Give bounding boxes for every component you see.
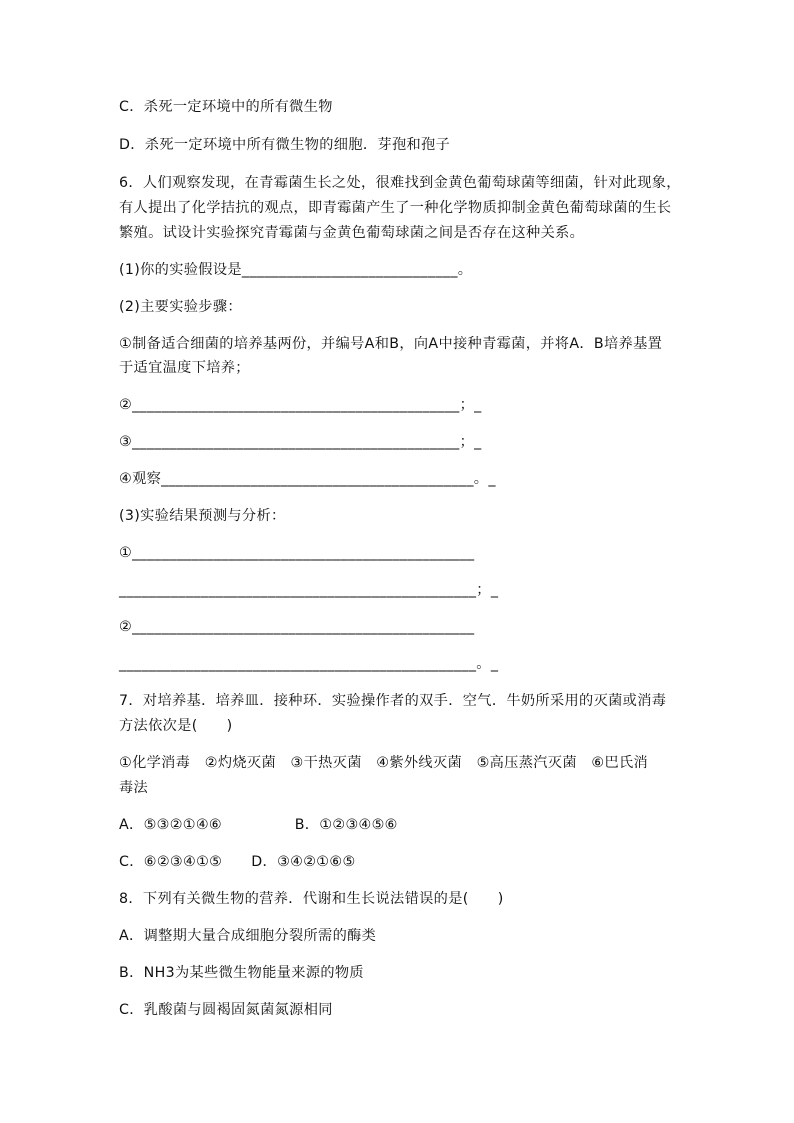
result-1-blank[interactable]: ①______________________________________________ (119, 545, 475, 561)
question-6-text: 6．人们观察发现，在青霉菌生长之处，很难找到金黄色葡萄球菌等细菌，针对此现象， (119, 175, 681, 191)
question-7-methods: 毒法 (119, 780, 149, 796)
question-6-text: 繁殖。试设计实验探究青霉菌与金黄色葡萄球菌之间是否存在这种关系。 (119, 225, 585, 241)
step-4-blank[interactable]: ④观察__________________________________________。_ (119, 471, 496, 487)
step-2-blank[interactable]: ②____________________________________________；_ (119, 397, 482, 413)
step-3-blank[interactable]: ③____________________________________________；_ (119, 434, 482, 450)
option-c-q5: C．杀死一定环境中的所有微生物 (119, 99, 333, 115)
question-7-text: 7．对培养基．培养皿．接种环．实验操作者的双手．空气．牛奶所采用的灭菌或消毒 (119, 693, 667, 709)
step-1-text: 于适宜温度下培养； (119, 360, 250, 376)
result-1-blank[interactable]: ________________________________________________；_ (119, 582, 499, 598)
step-1-text: ①制备适合细菌的培养基两份，并编号A和B，向A中接种青霉菌，并将A．B培养基置 (119, 336, 663, 352)
question-8-text: 8．下列有关微生物的营养．代谢和生长说法错误的是( ) (119, 891, 504, 907)
question-7-options-cd: C．⑥②③④①⑤ D．③④②①⑥⑤ (119, 854, 356, 870)
option-a-q8: A．调整期大量合成细胞分裂所需的酶类 (119, 928, 377, 944)
hypothesis-blank[interactable]: (1)你的实验假设是_____________________________。 (119, 262, 473, 278)
results-heading: (3)实验结果预测与分析： (119, 508, 286, 524)
result-2-blank[interactable]: ②______________________________________________ (119, 619, 475, 635)
steps-heading: (2)主要实验步骤： (119, 299, 242, 315)
result-2-blank[interactable]: ________________________________________________。_ (119, 656, 499, 672)
option-b-q8: B．NH3为某些微生物能量来源的物质 (119, 965, 364, 981)
question-7-options-ab: A．⑤③②①④⑥ B．①②③④⑤⑥ (119, 817, 398, 833)
option-d-q5: D．杀死一定环境中所有微生物的细胞．芽孢和孢子 (119, 137, 451, 153)
question-7-text: 方法依次是( ) (119, 718, 233, 734)
question-7-methods: ①化学消毒 ②灼烧灭菌 ③干热灭菌 ④紫外线灭菌 ⑤高压蒸汽灭菌 ⑥巴氏消 (119, 755, 649, 771)
option-c-q8: C．乳酸菌与圆褐固氮菌氮源相同 (119, 1002, 333, 1018)
question-6-text: 有人提出了化学拮抗的观点，即青霉菌产生了一种化学物质抑制金黄色葡萄球菌的生长 (119, 200, 672, 216)
